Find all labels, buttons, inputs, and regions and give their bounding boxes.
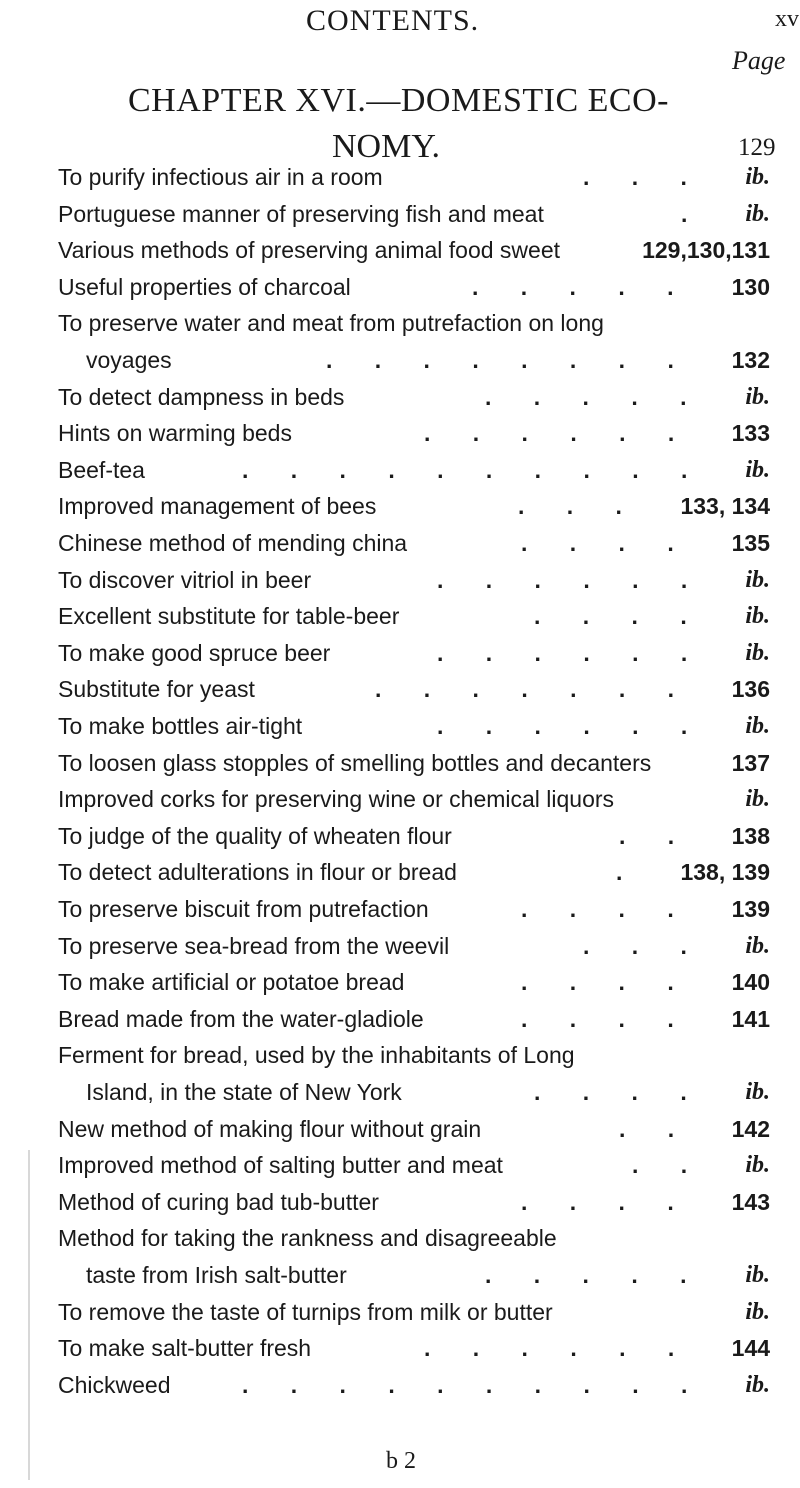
- contents-entry: [58, 1225, 770, 1265]
- entry-page-number: ib.: [745, 456, 770, 483]
- entry-leader-dots: . . . . . . . . . .: [242, 456, 706, 483]
- entry-page-number: ib.: [745, 1079, 770, 1105]
- entry-page-number: 140: [731, 969, 770, 996]
- entry-page-number: ib.: [745, 200, 770, 227]
- entry-leader-dots: . . . .: [534, 1079, 705, 1105]
- entry-leader-dots: . . .: [583, 932, 705, 959]
- entry-leader-dots: . . . .: [521, 1005, 692, 1032]
- entry-title: Various methods of preserving animal food sweet: [58, 237, 561, 264]
- contents-entry: [58, 713, 770, 753]
- entry-leader-dots: .: [681, 200, 706, 227]
- entry-page-number: ib.: [745, 713, 770, 739]
- signature-mark: b 2: [386, 1448, 416, 1474]
- entry-title: Beef-tea: [58, 456, 145, 483]
- entry-title: To loosen glass stopples of smelling bottles and decanters: [58, 749, 652, 776]
- entry-title: Ferment for bread, used by the inhabitants of Long: [58, 1042, 575, 1069]
- entry-page-number: 138, 139: [680, 859, 770, 886]
- entry-title: To discover vitriol in beer: [58, 566, 312, 593]
- entry-leader-dots: . . . . . .: [437, 639, 706, 666]
- chapter-title-line1: CHAPTER XVI.—DOMESTIC ECO-: [128, 82, 669, 119]
- entry-title: To preserve water and meat from putrefaction on long: [58, 310, 604, 337]
- entry-title: To purify infectious air in a room: [58, 164, 383, 190]
- contents-entry: [58, 896, 770, 936]
- entry-leader-dots: .: [616, 859, 641, 886]
- entry-leader-dots: . . . . . .: [437, 566, 706, 593]
- entry-leader-dots: . . .: [583, 164, 705, 190]
- entry-title: New method of making flour without grain: [58, 1115, 482, 1142]
- contents-entry: [58, 530, 770, 570]
- entry-leader-dots: . . . . .: [485, 1262, 705, 1288]
- entry-page-number: 133: [731, 420, 770, 447]
- entry-leader-dots: . . .: [518, 493, 640, 520]
- entry-title: To judge of the quality of wheaten flour: [58, 822, 452, 849]
- entry-title: To detect dampness in beds: [58, 383, 345, 410]
- entry-title: Improved method of salting butter and meat: [58, 1152, 503, 1179]
- entry-leader-dots: . .: [632, 1152, 706, 1179]
- entry-title: To make good spruce beer: [58, 639, 331, 666]
- contents-entry: [58, 567, 770, 607]
- contents-entry: [58, 676, 770, 716]
- contents-entry: [58, 201, 770, 241]
- entry-page-number: ib.: [745, 932, 770, 959]
- entry-page-number: 143: [731, 1188, 770, 1215]
- contents-entry: [58, 1262, 770, 1302]
- entry-leader-dots: . . . .: [521, 530, 692, 556]
- entry-page-number: 129,130,131: [642, 237, 770, 264]
- entry-page-number: 141: [731, 1005, 770, 1032]
- contents-entry: [58, 1372, 770, 1412]
- entry-page-number: 130: [731, 273, 770, 300]
- entry-leader-dots: . . . .: [521, 969, 692, 996]
- contents-entry: [58, 933, 770, 973]
- entry-leader-dots: . . . . . . . .: [326, 347, 692, 373]
- contents-entry: [58, 1116, 770, 1156]
- entry-title: Improved corks for preserving wine or chemical liquors: [58, 786, 615, 813]
- entry-title: taste from Irish salt-butter: [86, 1262, 347, 1288]
- contents-entry: [58, 969, 770, 1009]
- entry-page-number: ib.: [745, 164, 770, 190]
- entry-title: Improved management of bees: [58, 493, 377, 520]
- entry-page-number: 133, 134: [680, 493, 770, 520]
- contents-entry: [58, 457, 770, 497]
- page-folio: xv: [775, 6, 799, 32]
- entry-page-number: ib.: [745, 566, 770, 593]
- contents-entry: [58, 493, 770, 533]
- entry-page-number: ib.: [745, 1371, 770, 1398]
- entry-leader-dots: . . . . . .: [424, 420, 693, 447]
- entry-title: Chickweed: [58, 1371, 171, 1398]
- entry-page-number: 132: [731, 347, 770, 373]
- contents-entry: [58, 859, 770, 899]
- entry-title: Hints on warming beds: [58, 420, 292, 447]
- entry-page-number: ib.: [745, 639, 770, 666]
- entry-title: Excellent substitute for table-beer: [58, 603, 400, 630]
- contents-entry: [58, 786, 770, 826]
- entry-title: Chinese method of mending china: [58, 530, 408, 556]
- entry-page-number: ib.: [745, 603, 770, 630]
- running-title: CONTENTS.: [306, 4, 480, 37]
- entry-leader-dots: . . . . . . . . . .: [242, 1371, 706, 1398]
- page-column-label: Page: [732, 46, 786, 75]
- entry-title: To detect adulterations in flour or bread: [58, 859, 457, 886]
- entry-leader-dots: . . . . . .: [437, 713, 706, 739]
- entry-leader-dots: . . . . . .: [424, 1335, 693, 1362]
- entry-title: To make salt-butter fresh: [58, 1335, 312, 1362]
- entry-title: To make artificial or potatoe bread: [58, 969, 405, 996]
- entry-title: Useful properties of charcoal: [58, 273, 351, 300]
- entry-page-number: ib.: [745, 1262, 770, 1288]
- entry-page-number: ib.: [745, 1298, 770, 1325]
- contents-entry: [58, 1299, 770, 1339]
- entry-title: To preserve biscuit from putrefaction: [58, 896, 429, 922]
- entry-leader-dots: . . . .: [521, 1188, 692, 1215]
- contents-entry: [58, 347, 770, 387]
- entry-page-number: ib.: [745, 383, 770, 410]
- entry-leader-dots: . . . .: [521, 896, 692, 922]
- contents-entry: [58, 1335, 770, 1375]
- entry-page-number: ib.: [745, 1152, 770, 1179]
- contents-entry: [58, 420, 770, 460]
- entry-title: Island, in the state of New York: [86, 1079, 402, 1105]
- entry-page-number: 144: [731, 1335, 770, 1362]
- entry-title: To remove the taste of turnips from milk or butter: [58, 1298, 553, 1325]
- entry-page-number: ib.: [745, 786, 770, 813]
- contents-entry: [58, 640, 770, 680]
- contents-entry: [58, 310, 770, 350]
- chapter-title-line2: NOMY.: [332, 128, 441, 165]
- contents-entry: [58, 274, 770, 314]
- entry-page-number: 136: [731, 676, 770, 703]
- entry-page-number: 137: [731, 749, 770, 776]
- contents-entry: [58, 384, 770, 424]
- entry-title: Substitute for yeast: [58, 676, 255, 703]
- running-head: [0, 4, 800, 40]
- entry-title: To make bottles air-tight: [58, 713, 303, 739]
- margin-rule: [28, 1150, 30, 1480]
- chapter-page-number: 129: [738, 134, 776, 161]
- entry-title: Method of curing bad tub-butter: [58, 1188, 379, 1215]
- entry-title: voyages: [86, 347, 172, 373]
- entry-leader-dots: . . . . .: [485, 383, 705, 410]
- entry-title: Method for taking the rankness and disagreeable: [58, 1225, 557, 1252]
- contents-entry: [58, 1006, 770, 1046]
- entry-leader-dots: . . . . . . .: [375, 676, 693, 703]
- contents-entry: [58, 1189, 770, 1229]
- entry-leader-dots: . .: [619, 822, 693, 849]
- entry-leader-dots: . . . . .: [472, 273, 692, 300]
- entry-page-number: 139: [731, 896, 770, 922]
- contents-entry: [58, 1152, 770, 1192]
- contents-entry: [58, 1042, 770, 1082]
- entry-leader-dots: . .: [619, 1115, 693, 1142]
- entry-page-number: 135: [731, 530, 770, 556]
- contents-entry: [58, 750, 770, 790]
- entry-title: Portuguese manner of preserving fish and meat: [58, 200, 544, 227]
- contents-entry: [58, 164, 770, 204]
- contents-entry: [58, 603, 770, 643]
- entry-page-number: 142: [731, 1115, 770, 1142]
- contents-entry: [58, 823, 770, 863]
- entry-title: Bread made from the water-gladiole: [58, 1005, 424, 1032]
- contents-entry: [58, 237, 770, 277]
- entry-leader-dots: . . . .: [534, 603, 705, 630]
- entry-page-number: 138: [731, 822, 770, 849]
- contents-entry: [58, 1079, 770, 1119]
- entry-title: To preserve sea-bread from the weevil: [58, 932, 450, 959]
